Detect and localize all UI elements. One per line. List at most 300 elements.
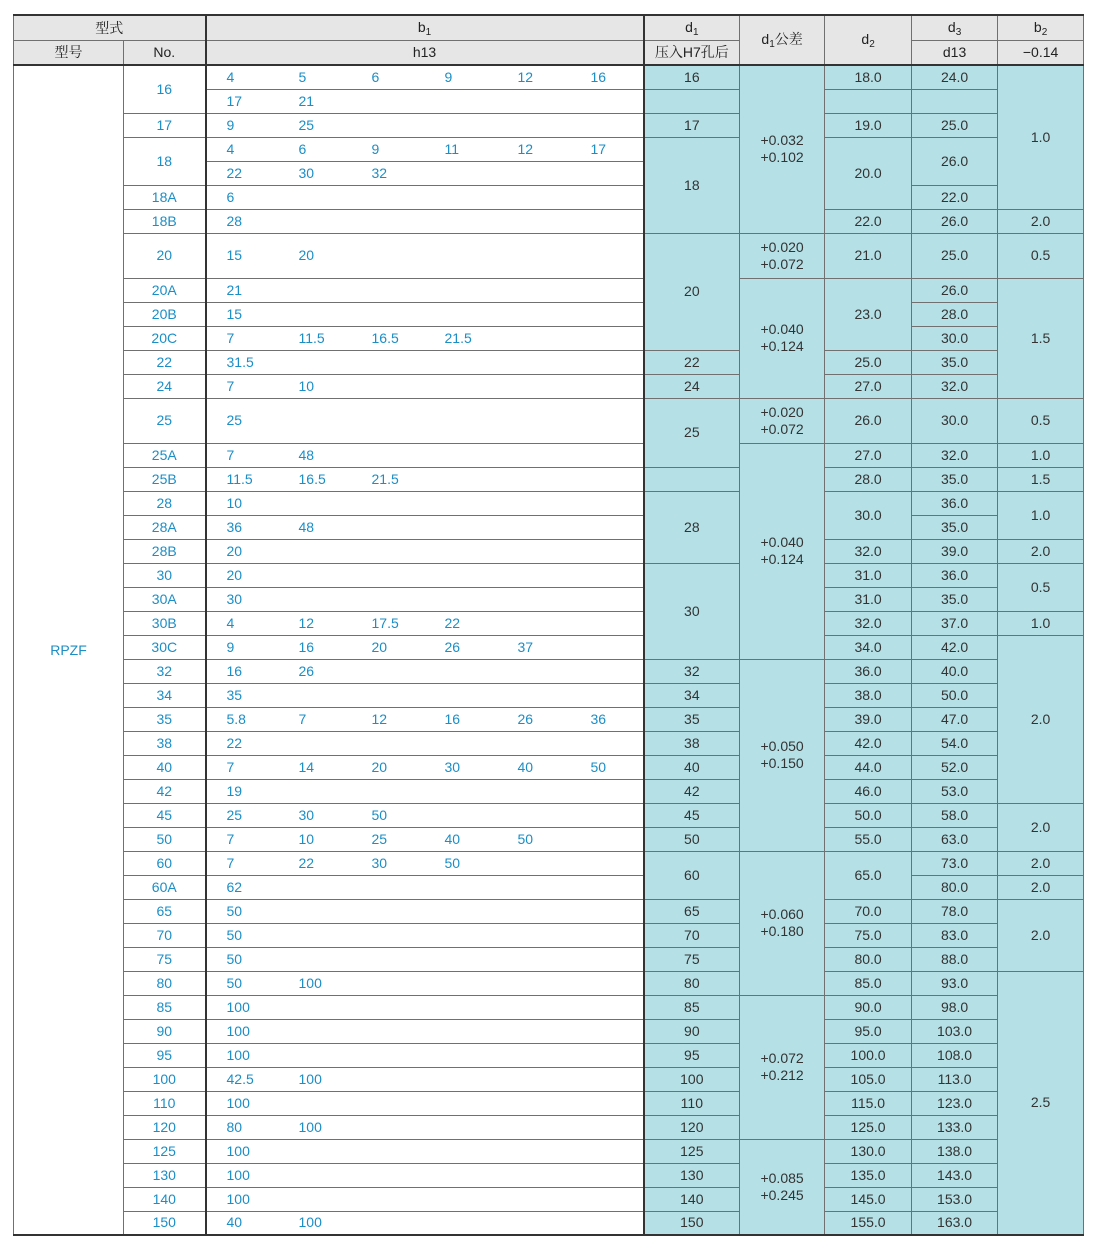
d1-tolerance-cell: +0.050 +0.150 xyxy=(740,659,825,851)
b1-cell xyxy=(571,467,644,491)
b1-cell xyxy=(425,779,498,803)
b1-cell xyxy=(498,1163,571,1187)
d3-cell: 25.0 xyxy=(912,233,998,278)
no-cell: 25B xyxy=(124,467,206,491)
d2-cell: 130.0 xyxy=(825,1139,912,1163)
b1-cell xyxy=(498,515,571,539)
d3-cell: 42.0 xyxy=(912,635,998,659)
table-row xyxy=(14,659,1084,683)
d1-cell: 40 xyxy=(644,755,740,779)
b2-cell: 1.0 xyxy=(998,65,1084,209)
b1-cell xyxy=(352,398,425,443)
table-row xyxy=(14,1043,1084,1067)
d2-cell: 90.0 xyxy=(825,995,912,1019)
b1-cell xyxy=(498,233,571,278)
b1-cell: 5 xyxy=(279,65,352,89)
no-cell: 65 xyxy=(124,899,206,923)
b1-cell xyxy=(571,731,644,755)
b1-cell xyxy=(498,350,571,374)
b1-cell xyxy=(352,278,425,302)
d2-cell: 55.0 xyxy=(825,827,912,851)
b1-cell xyxy=(352,1043,425,1067)
d3-cell: 143.0 xyxy=(912,1163,998,1187)
d2-cell: 85.0 xyxy=(825,971,912,995)
b1-cell xyxy=(571,899,644,923)
table-row xyxy=(14,1091,1084,1115)
b1-cell xyxy=(352,539,425,563)
d1-tolerance-cell: +0.060 +0.180 xyxy=(740,851,825,995)
d2-cell: 31.0 xyxy=(825,563,912,587)
header-d1-tolerance: $d_1$公差 xyxy=(740,15,825,65)
d3-cell: 78.0 xyxy=(912,899,998,923)
d2-cell: 39.0 xyxy=(825,707,912,731)
no-cell: 32 xyxy=(124,659,206,683)
b1-cell xyxy=(279,947,352,971)
b1-cell xyxy=(498,971,571,995)
b1-cell: 25 xyxy=(279,113,352,137)
no-cell: 20B xyxy=(124,302,206,326)
b1-cell: 6 xyxy=(206,185,279,209)
no-cell: 100 xyxy=(124,1067,206,1091)
header-d2: $d_2$ xyxy=(825,15,912,65)
b1-cell xyxy=(425,995,498,1019)
b1-cell xyxy=(279,1139,352,1163)
b1-cell: 9 xyxy=(425,65,498,89)
no-cell: 18A xyxy=(124,185,206,209)
b1-cell: 10 xyxy=(206,491,279,515)
b1-cell: 10 xyxy=(279,827,352,851)
b1-cell: 100 xyxy=(206,1187,279,1211)
b2-cell: 0.5 xyxy=(998,233,1084,278)
b1-cell xyxy=(352,443,425,467)
no-cell: 20A xyxy=(124,278,206,302)
b1-cell xyxy=(571,515,644,539)
d2-cell: 155.0 xyxy=(825,1211,912,1235)
d2-cell: 21.0 xyxy=(825,233,912,278)
b1-cell: 48 xyxy=(279,515,352,539)
b1-cell xyxy=(279,731,352,755)
d1-cell: 75 xyxy=(644,947,740,971)
table-row xyxy=(14,995,1084,1019)
no-cell: 28B xyxy=(124,539,206,563)
b1-cell: 25 xyxy=(206,803,279,827)
header-no: No. xyxy=(124,41,206,66)
no-cell: 45 xyxy=(124,803,206,827)
d2-cell: 95.0 xyxy=(825,1019,912,1043)
b1-cell: 7 xyxy=(206,827,279,851)
table-row xyxy=(14,1019,1084,1043)
d1-cell: 150 xyxy=(644,1211,740,1235)
b1-cell: 17 xyxy=(571,137,644,161)
header-form-label: 型号 xyxy=(14,41,124,66)
d2-cell: 38.0 xyxy=(825,683,912,707)
b1-cell xyxy=(425,113,498,137)
b1-cell: 16 xyxy=(571,65,644,89)
b1-cell xyxy=(498,185,571,209)
b1-cell: 4 xyxy=(206,611,279,635)
table-row xyxy=(14,923,1084,947)
b1-cell xyxy=(498,1019,571,1043)
b1-cell: 25 xyxy=(352,827,425,851)
d3-cell: 88.0 xyxy=(912,947,998,971)
d1-cell: 125 xyxy=(644,1139,740,1163)
d3-cell: 26.0 xyxy=(912,137,998,185)
d2-cell: 50.0 xyxy=(825,803,912,827)
b1-cell: 12 xyxy=(352,707,425,731)
d1-tolerance-cell: +0.072 +0.212 xyxy=(740,995,825,1139)
form-cell: RPZF xyxy=(14,65,124,1235)
b1-cell xyxy=(425,899,498,923)
b1-cell: 19 xyxy=(206,779,279,803)
b1-cell xyxy=(352,1115,425,1139)
b1-cell: 50 xyxy=(206,899,279,923)
no-cell: 24 xyxy=(124,374,206,398)
b1-cell xyxy=(571,923,644,947)
no-cell: 75 xyxy=(124,947,206,971)
d2-cell: 19.0 xyxy=(825,113,912,137)
b1-cell xyxy=(498,875,571,899)
d2-cell: 125.0 xyxy=(825,1115,912,1139)
b1-cell: 9 xyxy=(206,635,279,659)
d3-cell: 47.0 xyxy=(912,707,998,731)
d1-tolerance-cell: +0.020 +0.072 xyxy=(740,398,825,443)
b1-cell xyxy=(498,851,571,875)
b1-cell xyxy=(279,1043,352,1067)
d3-cell: 108.0 xyxy=(912,1043,998,1067)
b1-cell xyxy=(279,563,352,587)
b1-cell xyxy=(425,1163,498,1187)
b1-cell xyxy=(279,875,352,899)
b1-cell: 7 xyxy=(206,326,279,350)
b2-cell: 2.0 xyxy=(998,539,1084,563)
b1-cell xyxy=(425,515,498,539)
d1-cell: 30 xyxy=(644,563,740,659)
b1-cell xyxy=(571,1043,644,1067)
b1-cell xyxy=(425,89,498,113)
d2-cell: 32.0 xyxy=(825,539,912,563)
table-row xyxy=(14,803,1084,827)
d2-cell: 34.0 xyxy=(825,635,912,659)
b1-cell xyxy=(352,1211,425,1235)
d1-cell: 110 xyxy=(644,1091,740,1115)
b1-cell xyxy=(498,587,571,611)
d1-cell: 100 xyxy=(644,1067,740,1091)
b1-cell xyxy=(425,1211,498,1235)
b2-cell: 2.5 xyxy=(998,971,1084,1235)
d1-cell: 140 xyxy=(644,1187,740,1211)
table-row xyxy=(14,899,1084,923)
d3-cell: 22.0 xyxy=(912,185,998,209)
b1-cell: 21 xyxy=(279,89,352,113)
b1-cell: 20 xyxy=(352,635,425,659)
d1-cell: 130 xyxy=(644,1163,740,1187)
d2-cell: 44.0 xyxy=(825,755,912,779)
d3-cell: 37.0 xyxy=(912,611,998,635)
table-row xyxy=(14,137,1084,161)
d3-cell: 53.0 xyxy=(912,779,998,803)
d3-cell: 80.0 xyxy=(912,875,998,899)
b1-cell: 37 xyxy=(498,635,571,659)
b1-cell xyxy=(498,803,571,827)
table-row xyxy=(14,707,1084,731)
b1-cell xyxy=(425,185,498,209)
b1-cell xyxy=(571,491,644,515)
d3-cell: 32.0 xyxy=(912,443,998,467)
d3-cell: 30.0 xyxy=(912,398,998,443)
no-cell: 50 xyxy=(124,827,206,851)
header-d3: $d_3$ xyxy=(912,15,998,41)
b1-cell xyxy=(425,587,498,611)
b1-cell xyxy=(279,302,352,326)
b1-cell xyxy=(571,374,644,398)
b1-cell: 50 xyxy=(571,755,644,779)
b1-cell xyxy=(425,467,498,491)
b1-cell: 100 xyxy=(206,1043,279,1067)
b1-cell: 20 xyxy=(206,539,279,563)
b1-cell: 26 xyxy=(498,707,571,731)
b1-cell xyxy=(425,803,498,827)
d1-cell: 45 xyxy=(644,803,740,827)
b1-cell xyxy=(571,398,644,443)
table-row xyxy=(14,326,1084,350)
b1-cell: 15 xyxy=(206,233,279,278)
b1-cell: 7 xyxy=(206,374,279,398)
d3-cell: 36.0 xyxy=(912,491,998,515)
b1-cell: 32 xyxy=(352,161,425,185)
b1-cell xyxy=(571,587,644,611)
b2-cell: 2.0 xyxy=(998,899,1084,971)
b1-cell xyxy=(425,683,498,707)
no-cell: 90 xyxy=(124,1019,206,1043)
d3-cell: 35.0 xyxy=(912,350,998,374)
no-cell: 85 xyxy=(124,995,206,1019)
table-row xyxy=(14,113,1084,137)
b1-cell xyxy=(352,683,425,707)
b1-cell: 36 xyxy=(571,707,644,731)
d2-cell: 46.0 xyxy=(825,779,912,803)
b1-cell xyxy=(352,587,425,611)
d3-cell: 63.0 xyxy=(912,827,998,851)
b1-cell xyxy=(425,233,498,278)
d1-tolerance-cell: +0.040 +0.124 xyxy=(740,278,825,398)
b1-cell xyxy=(498,278,571,302)
b1-cell: 14 xyxy=(279,755,352,779)
b1-cell xyxy=(571,233,644,278)
b2-cell: 2.0 xyxy=(998,635,1084,803)
b1-cell: 22 xyxy=(425,611,498,635)
b1-cell xyxy=(571,1163,644,1187)
b1-cell xyxy=(425,443,498,467)
d3-cell: 153.0 xyxy=(912,1187,998,1211)
b1-cell: 7 xyxy=(206,851,279,875)
d3-cell: 35.0 xyxy=(912,515,998,539)
b1-cell xyxy=(571,1115,644,1139)
spec-table xyxy=(13,14,1084,1236)
b1-cell: 50 xyxy=(206,947,279,971)
b1-cell: 16 xyxy=(425,707,498,731)
b1-cell: 50 xyxy=(206,923,279,947)
table-row xyxy=(14,467,1084,491)
b1-cell xyxy=(425,491,498,515)
d1-cell: 42 xyxy=(644,779,740,803)
b1-cell xyxy=(279,899,352,923)
d1-cell: 28 xyxy=(644,491,740,563)
b1-cell: 16 xyxy=(279,635,352,659)
b1-cell xyxy=(571,1187,644,1211)
b1-cell xyxy=(279,209,352,233)
b1-cell: 16.5 xyxy=(279,467,352,491)
b1-cell xyxy=(498,209,571,233)
b1-cell: 20 xyxy=(279,233,352,278)
b1-cell: 50 xyxy=(352,803,425,827)
no-cell: 60A xyxy=(124,875,206,899)
b1-cell xyxy=(571,161,644,185)
b1-cell xyxy=(498,947,571,971)
b1-cell: 7 xyxy=(206,755,279,779)
no-cell: 35 xyxy=(124,707,206,731)
table-row xyxy=(14,755,1084,779)
b1-cell xyxy=(352,875,425,899)
no-cell: 30B xyxy=(124,611,206,635)
b1-cell: 30 xyxy=(352,851,425,875)
d2-cell: 115.0 xyxy=(825,1091,912,1115)
no-cell: 110 xyxy=(124,1091,206,1115)
table-row xyxy=(14,827,1084,851)
no-cell: 40 xyxy=(124,755,206,779)
b1-cell: 22 xyxy=(206,161,279,185)
d1-cell: 22 xyxy=(644,350,740,374)
no-cell: 30 xyxy=(124,563,206,587)
d1-tolerance-cell: +0.085 +0.245 xyxy=(740,1139,825,1235)
b1-cell xyxy=(571,443,644,467)
table-row xyxy=(14,65,1084,89)
table-row xyxy=(14,539,1084,563)
d1-tolerance-cell: +0.032 +0.102 xyxy=(740,65,825,233)
b1-cell xyxy=(498,1187,571,1211)
table-row xyxy=(14,1067,1084,1091)
b1-cell: 26 xyxy=(425,635,498,659)
b1-cell xyxy=(571,779,644,803)
d3-cell: 28.0 xyxy=(912,302,998,326)
table-row xyxy=(14,209,1084,233)
b1-cell xyxy=(352,113,425,137)
table-row xyxy=(14,731,1084,755)
table-row xyxy=(14,374,1084,398)
b1-cell xyxy=(279,1163,352,1187)
d2-cell: 105.0 xyxy=(825,1067,912,1091)
b1-cell xyxy=(279,1019,352,1043)
b1-cell xyxy=(571,875,644,899)
d3-cell: 83.0 xyxy=(912,923,998,947)
b2-cell: 2.0 xyxy=(998,209,1084,233)
b1-cell: 48 xyxy=(279,443,352,467)
b1-cell xyxy=(571,995,644,1019)
d2-cell: 80.0 xyxy=(825,947,912,971)
b1-cell: 21.5 xyxy=(425,326,498,350)
b1-cell: 21.5 xyxy=(352,467,425,491)
d2-cell: 65.0 xyxy=(825,851,912,899)
b1-cell: 50 xyxy=(498,827,571,851)
d3-cell: 50.0 xyxy=(912,683,998,707)
b1-cell xyxy=(352,971,425,995)
d3-cell: 98.0 xyxy=(912,995,998,1019)
table-row xyxy=(14,302,1084,326)
b1-cell xyxy=(425,302,498,326)
d2-cell: 26.0 xyxy=(825,398,912,443)
b1-cell xyxy=(425,278,498,302)
header-d1: $d_1$ xyxy=(644,15,740,41)
b1-cell: 22 xyxy=(279,851,352,875)
no-cell: 20 xyxy=(124,233,206,278)
no-cell: 130 xyxy=(124,1163,206,1187)
table-row xyxy=(14,398,1084,443)
b1-cell: 30 xyxy=(279,161,352,185)
b1-cell xyxy=(352,89,425,113)
table-row xyxy=(14,350,1084,374)
no-cell: 95 xyxy=(124,1043,206,1067)
b1-cell: 40 xyxy=(425,827,498,851)
b1-cell xyxy=(425,398,498,443)
no-cell: 30C xyxy=(124,635,206,659)
b2-cell: 1.5 xyxy=(998,467,1084,491)
b1-cell xyxy=(279,278,352,302)
b1-cell: 100 xyxy=(206,1019,279,1043)
b1-cell xyxy=(279,398,352,443)
b1-cell xyxy=(571,539,644,563)
d2-cell xyxy=(825,89,912,113)
b2-cell: 1.0 xyxy=(998,491,1084,539)
b1-cell: 100 xyxy=(279,1067,352,1091)
b1-cell: 30 xyxy=(425,755,498,779)
b1-cell: 100 xyxy=(206,1139,279,1163)
b1-cell xyxy=(425,659,498,683)
b1-cell xyxy=(498,161,571,185)
no-cell: 70 xyxy=(124,923,206,947)
b1-cell xyxy=(571,113,644,137)
d3-cell: 30.0 xyxy=(912,326,998,350)
no-cell: 28A xyxy=(124,515,206,539)
b1-cell: 9 xyxy=(206,113,279,137)
b1-cell: 7 xyxy=(206,443,279,467)
b1-cell xyxy=(571,1067,644,1091)
b1-cell xyxy=(498,683,571,707)
b1-cell xyxy=(279,1187,352,1211)
d1-cell: 20 xyxy=(644,233,740,350)
d3-cell: 58.0 xyxy=(912,803,998,827)
b1-cell: 80 xyxy=(206,1115,279,1139)
b1-cell xyxy=(571,302,644,326)
d3-cell: 35.0 xyxy=(912,587,998,611)
b1-cell: 11 xyxy=(425,137,498,161)
no-cell: 125 xyxy=(124,1139,206,1163)
b2-cell: 1.0 xyxy=(998,443,1084,467)
no-cell: 25 xyxy=(124,398,206,443)
table-row xyxy=(14,1163,1084,1187)
no-cell: 150 xyxy=(124,1211,206,1235)
d3-cell: 39.0 xyxy=(912,539,998,563)
b1-cell: 12 xyxy=(498,137,571,161)
b1-cell xyxy=(352,779,425,803)
table-row xyxy=(14,971,1084,995)
b1-cell xyxy=(425,1139,498,1163)
d3-cell: 24.0 xyxy=(912,65,998,89)
d3-cell: 138.0 xyxy=(912,1139,998,1163)
d1-cell: 25 xyxy=(644,398,740,467)
d3-cell: 103.0 xyxy=(912,1019,998,1043)
b1-cell: 25 xyxy=(206,398,279,443)
d1-tolerance-cell: +0.020 +0.072 xyxy=(740,233,825,278)
d3-cell: 26.0 xyxy=(912,209,998,233)
